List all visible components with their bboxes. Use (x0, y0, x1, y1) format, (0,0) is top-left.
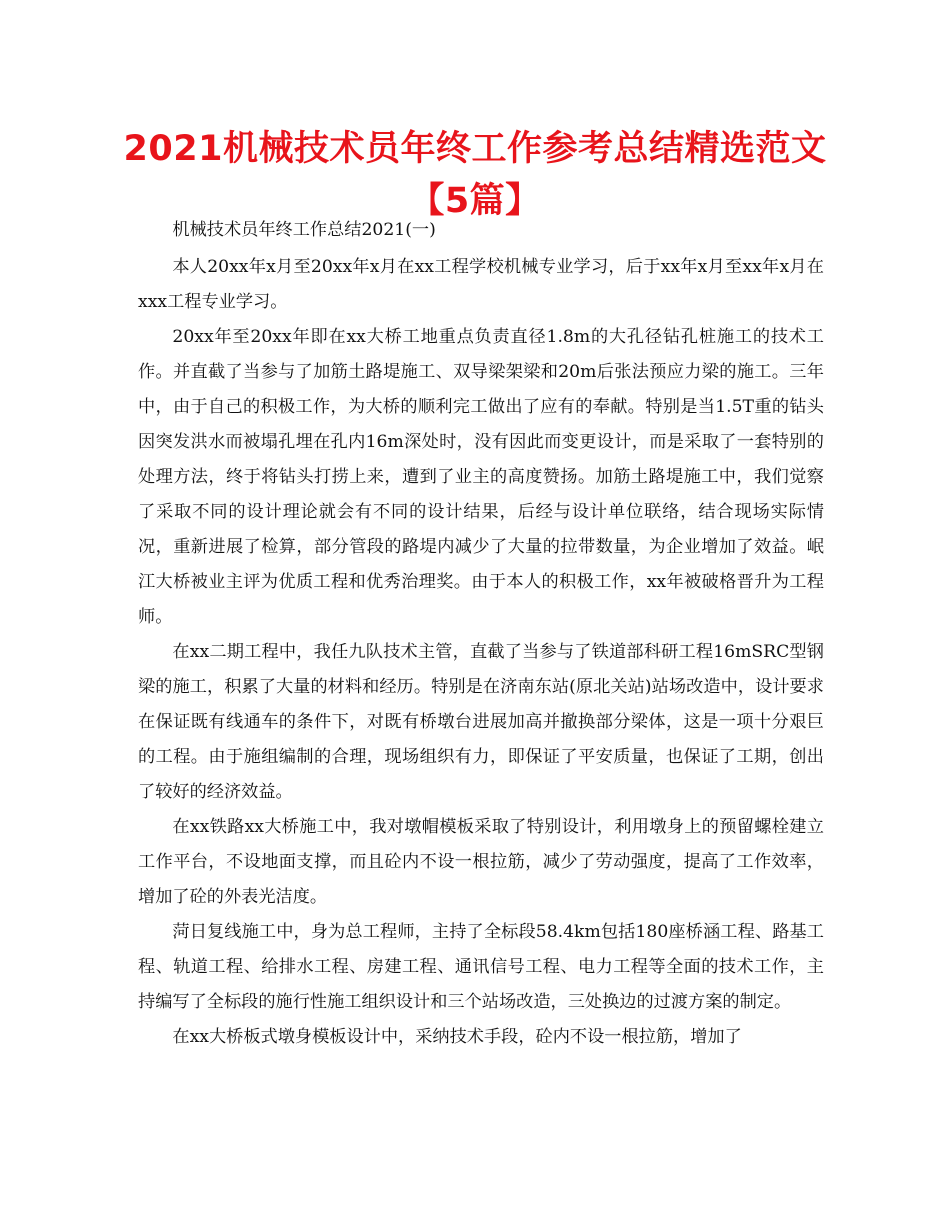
paragraph: 在xx二期工程中，我任九队技术主管，直截了当参与了铁道部科研工程16mSRC型钢梁的施工，积累了大量的材料和经历。特别是在济南东站(原北关站)站场改造中，设计要求在保证既有线通车的条件下，对既有桥墩台进展加高并撤换部分梁体，这是一项十分艰巨的工程。由于施组编制的合理，现场组织有力，即保证了平安质量，也保证了工期，创出了较好的经济效益。 (138, 642, 824, 802)
paragraph: 菏日复线施工中，身为总工程师，主持了全标段58.4km包括180座桥涵工程、路基工程、轨道工程、给排水工程、房建工程、通讯信号工程、电力工程等全面的技术工作，主持编写了全标段的施行性施工组织设计和三个站场改造，三处换边的过渡方案的制定。 (138, 922, 824, 1012)
paragraph: 在xx铁路xx大桥施工中，我对墩帽模板采取了特别设计，利用墩身上的预留螺栓建立工作平台，不设地面支撑，而且砼内不设一根拉筋，减少了劳动强度，提高了工作效率，增加了砼的外表光洁度。 (138, 817, 824, 907)
document-body (138, 213, 824, 1055)
section-subheading: 机械技术员年终工作总结2021(一) (172, 220, 436, 240)
document-title: 2021机械技术员年终工作参考总结精选范文【5篇】 (123, 129, 827, 221)
paragraph: 20xx年至20xx年即在xx大桥工地重点负责直径1.8m的大孔径钻孔桩施工的技术工作。并直截了当参与了加筋土路堤施工、双导梁架梁和20m后张法预应力梁的施工。三年中，由于自己的积极工作，为大桥的顺利完工做出了应有的奉献。特别是当1.5T重的钻头因突发洪水而被塌孔埋在孔内16m深处时，没有因此而变更设计，而是采取了一套特别的处理方法，终于将钻头打捞上来，遭到了业主的高度赞扬。加筋土路堤施工中，我们觉察了采取不同的设计理论就会有不同的设计结果，后经与设计单位联络，结合现场实际情况，重新进展了检算，部分管段的路堤内减少了大量的拉带数量，为企业增加了效益。岷江大桥被业主评为优质工程和优秀治理奖。由于本人的积极工作，xx年被破格晋升为工程师。 (138, 327, 824, 627)
paragraph: 在xx大桥板式墩身模板设计中，采纳技术手段，砼内不设一根拉筋，增加了 (172, 1027, 742, 1047)
paragraph: 本人20xx年x月至20xx年x月在xx工程学校机械专业学习，后于xx年x月至xx年x月在xxx工程专业学习。 (138, 257, 824, 312)
